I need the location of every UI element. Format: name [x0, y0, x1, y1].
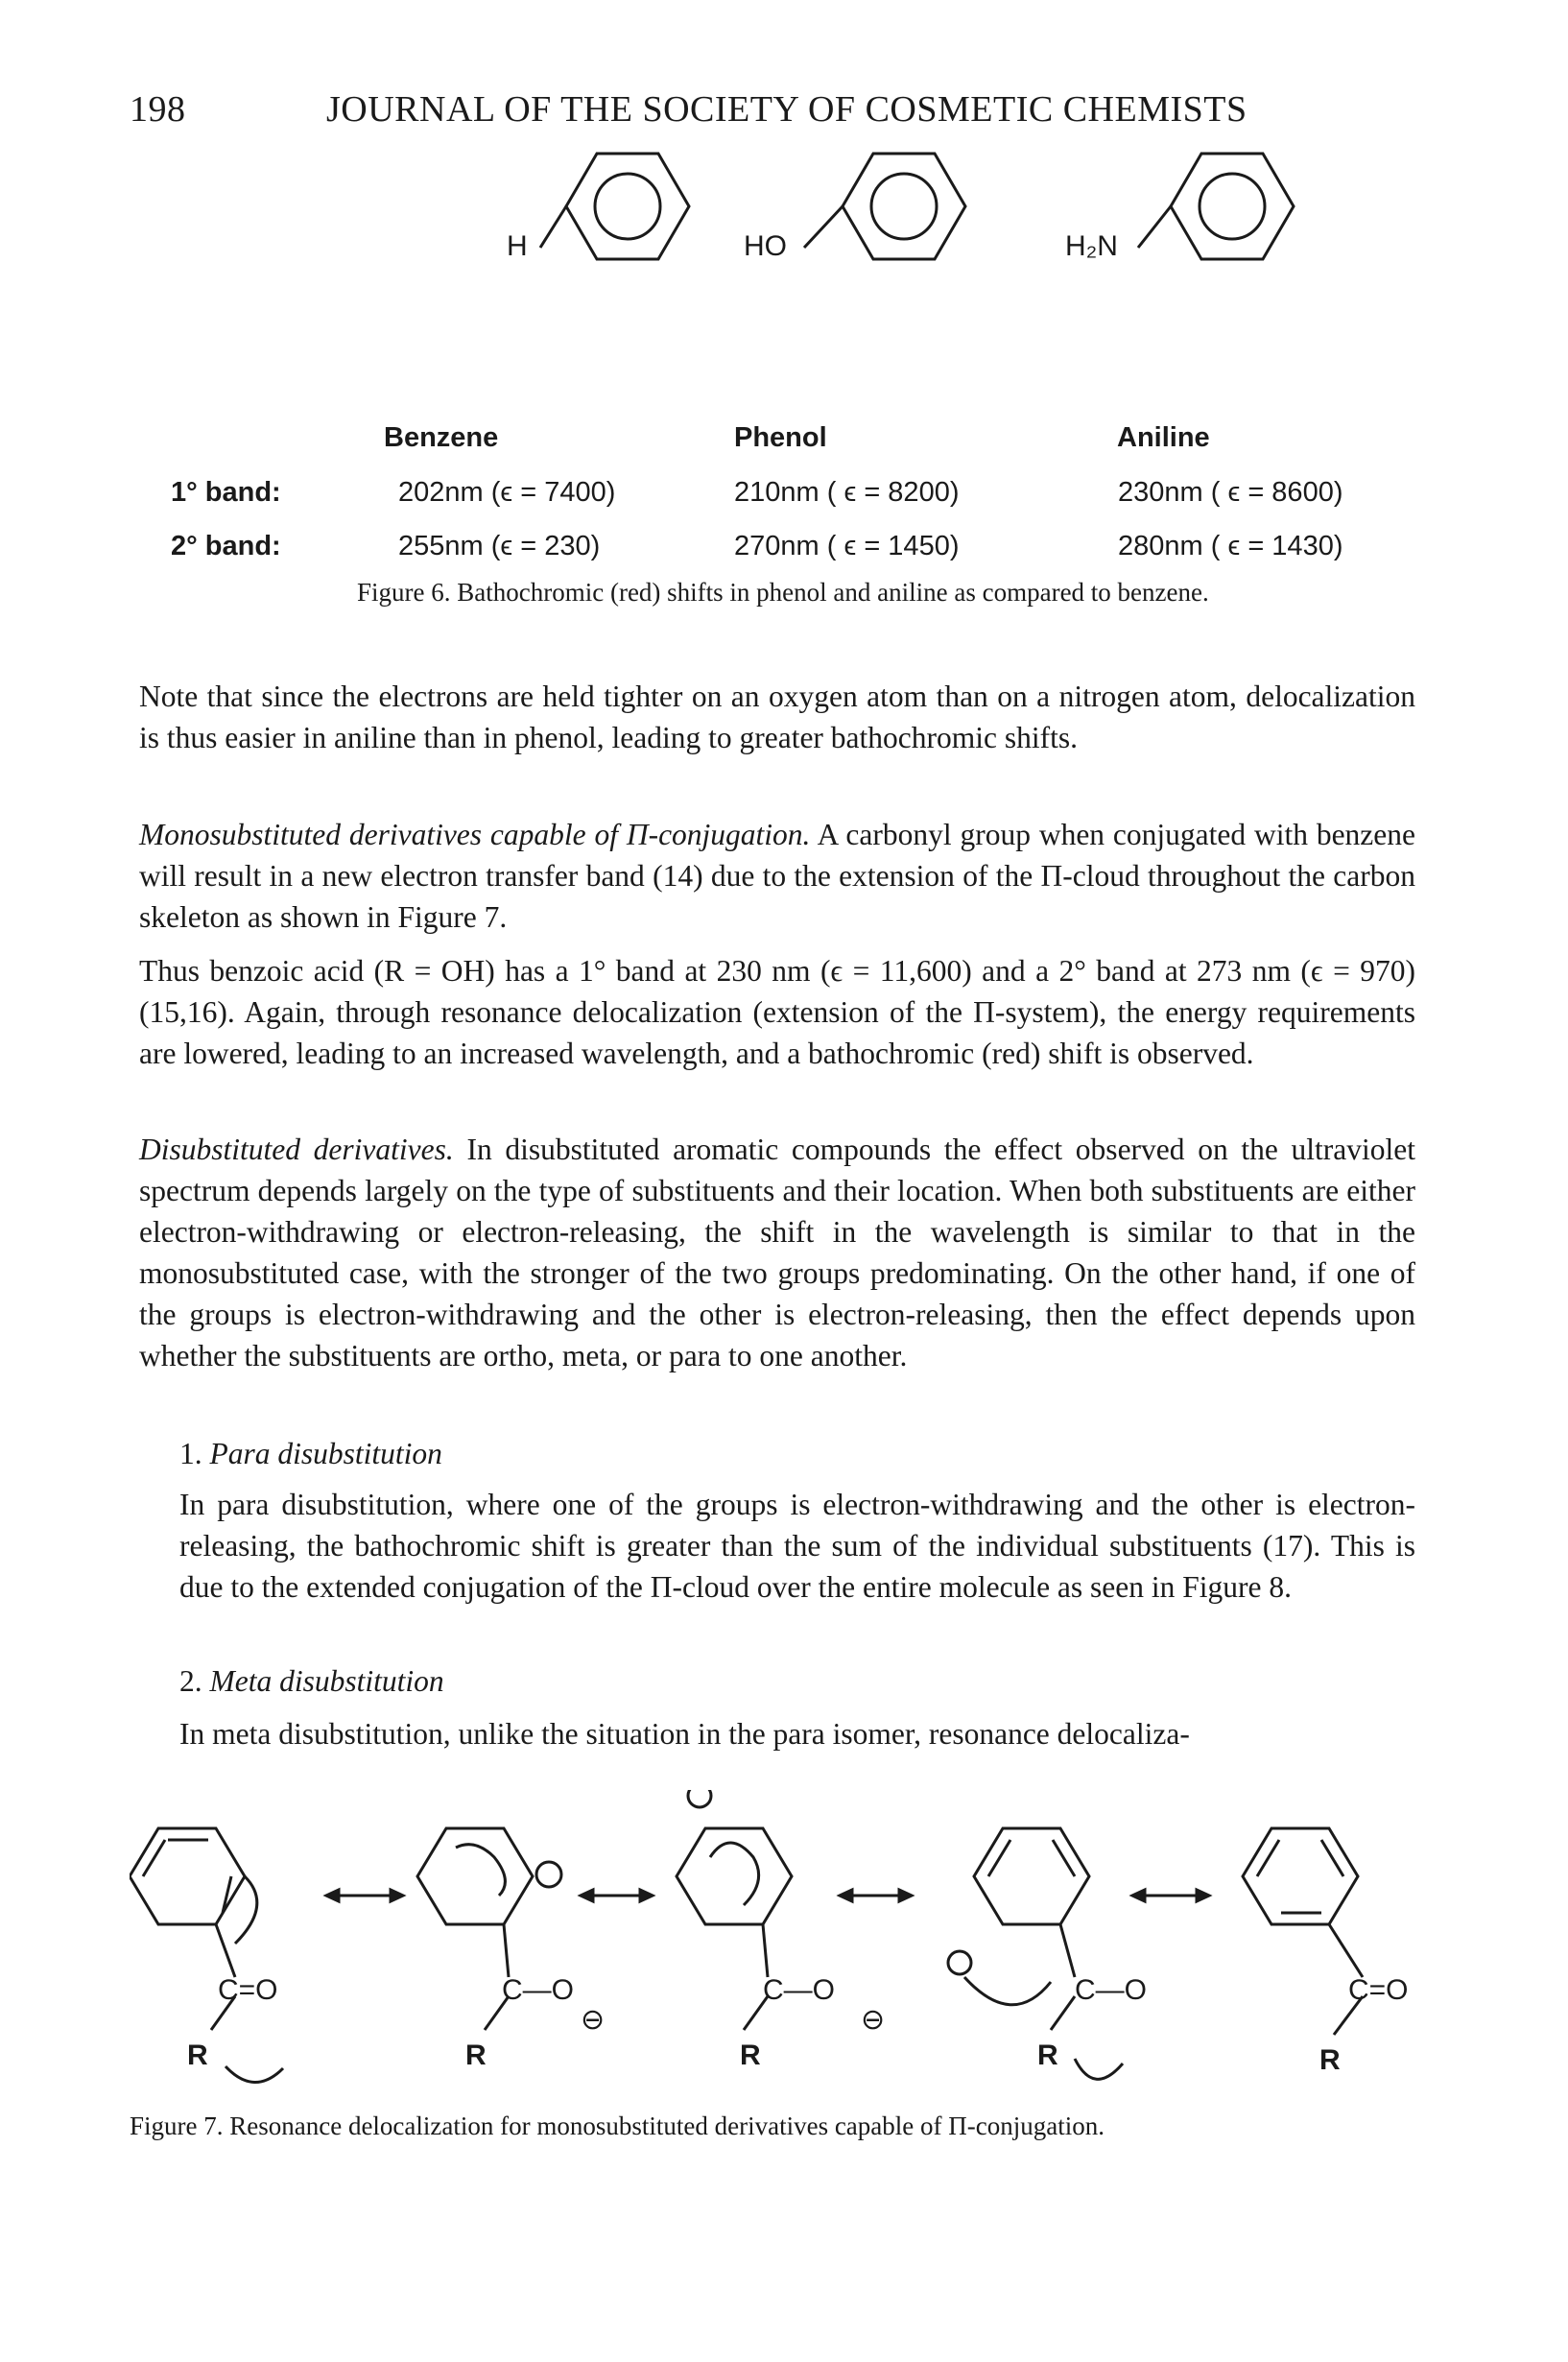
figure7-drawing: [130, 1790, 1463, 2107]
aromatic-circle-2: [871, 174, 937, 239]
benzene-ring-2: [843, 154, 965, 259]
section-1-number: 1.: [179, 1437, 202, 1470]
bond-3: [1138, 206, 1171, 248]
figure7-caption-label: Figure 7.: [130, 2111, 224, 2140]
section-2-title: Meta disubstitution: [209, 1664, 444, 1698]
bond-2: [804, 206, 843, 248]
band2-phenol: 270nm ( ϵ = 1450): [734, 531, 960, 561]
ring-1: [130, 1828, 245, 1924]
journal-title: JOURNAL OF THE SOCIETY OF COSMETIC CHEMISTS: [326, 89, 1247, 130]
figure7-caption: [130, 2111, 1105, 2141]
r-label-2: R: [465, 2040, 487, 2071]
substituent-h2n: H₂N: [1065, 230, 1118, 262]
charge-2: ⊖: [581, 2004, 606, 2036]
group-label-3: C—O: [763, 1974, 835, 2006]
benzene-ring-1: [566, 154, 689, 259]
band1-benzene: 202nm (ϵ = 7400): [398, 477, 616, 508]
curved-arrow-4: [710, 1843, 759, 1905]
paragraph-6: In meta disubstitution, unlike the situation in the para isomer, resonance delocaliza-: [179, 1717, 1190, 1751]
group-label-5: C=O: [1348, 1974, 1409, 2006]
figure6-caption: [357, 578, 1209, 608]
charge-3: ⊖: [861, 2004, 886, 2036]
page-number: 198: [130, 89, 186, 130]
paragraph-4-heading: Disubstituted derivatives.: [139, 1133, 454, 1166]
figure6-caption-text: Bathochromic (red) shifts in phenol and aniline as compared to benzene.: [457, 578, 1209, 607]
r-label-3: R: [740, 2040, 761, 2071]
figure6-structures: [0, 0, 1568, 384]
section-2-heading: [179, 1660, 1043, 1702]
paragraph-4: [139, 1129, 1415, 1376]
r-label-5: R: [1319, 2044, 1341, 2076]
figure7-resonance: [130, 1790, 1463, 2107]
section-1-title: Para disubstitution: [209, 1437, 442, 1470]
compound-phenol: Phenol: [734, 422, 827, 453]
paragraph-2-heading: Monosubstituted derivatives capable of Π-conjugation.: [139, 818, 811, 851]
bond-1: [540, 206, 566, 248]
section-2-number: 2.: [179, 1664, 202, 1698]
substituent-h: H: [507, 230, 528, 262]
r-label-1: R: [187, 2040, 208, 2071]
aromatic-circle-3: [1200, 174, 1265, 239]
band2-aniline: 280nm ( ϵ = 1430): [1118, 531, 1343, 561]
section-1-heading: [179, 1433, 1043, 1474]
figure7-caption-text: Resonance delocalization for monosubstituted derivatives capable of Π-conjugation.: [229, 2111, 1105, 2140]
band2-benzene: 255nm (ϵ = 230): [398, 531, 601, 561]
group-label-4: C—O: [1075, 1974, 1147, 2006]
paragraph-2-text: A carbonyl group when conjugated with benzene will result in a new electron transfer band (14) due to the extension of the Π-cloud throughout the carbon skeleton as shown in Figure 7.: [139, 818, 1416, 934]
ring-4: [974, 1828, 1089, 1924]
paragraph-5: In para disubstitution, where one of the groups is electron-withdrawing and the other is electron-releasing, the bathochromic shift is greater than the sum of the individual substituents (17). This is due to the extended conjugation of the Π-cloud over the entire molecule as seen in Figure 8.: [179, 1488, 1415, 1604]
group-label-1: C=O: [218, 1974, 278, 2006]
aromatic-circle-1: [595, 174, 660, 239]
benzene-ring-3: [1171, 154, 1294, 259]
compound-benzene: Benzene: [384, 422, 499, 453]
paragraph-2: [139, 814, 1415, 938]
paragraph-3: Thus benzoic acid (R = OH) has a 1° band at 230 nm (ϵ = 11,600) and a 2° band at 273 nm (ϵ = 970) (15,16). Again, through resonance delocalization (extension of the Π-system), the energy requirements are lowered, leading to an increased wavelength, and a bathochromic (red) shift is observed.: [139, 954, 1415, 1070]
substituent-ho: HO: [744, 230, 787, 262]
band1-phenol: 210nm ( ϵ = 8200): [734, 477, 960, 508]
paragraph-1: Note that since the electrons are held tighter on an oxygen atom than on a nitrogen atom, delocalization is thus easier in aniline than in phenol, leading to greater bathochromic shifts.: [139, 680, 1415, 754]
r-label-4: R: [1037, 2040, 1058, 2071]
ring-5: [1243, 1828, 1358, 1924]
curved-arrow-2: [226, 2066, 283, 2083]
curved-arrow-5: [964, 1977, 1051, 2005]
group-label-2: C—O: [502, 1974, 574, 2006]
curved-arrow-6: [1075, 2059, 1123, 2079]
benzene-rings: [0, 0, 1568, 384]
row-label-2: 2° band:: [171, 531, 281, 561]
figure6-caption-label: Figure 6.: [357, 578, 451, 607]
band1-aniline: 230nm ( ϵ = 8600): [1118, 477, 1343, 508]
row-label-1: 1° band:: [171, 477, 281, 508]
paragraph-4-text: In disubstituted aromatic compounds the effect observed on the ultraviolet spectrum depends largely on the type of substituents and their location. When both substituents are either electron-withdrawing or electron-releasing, the shift in the wavelength is similar to that in the monosubstituted case, with the stronger of the two groups predominating. On the other hand, if one of the groups is electron-withdrawing and the other is electron-releasing, then the effect depends upon whether the substituents are ortho, meta, or para to one another.: [139, 1133, 1416, 1372]
curved-arrow-3: [456, 1845, 505, 1896]
compound-aniline: Aniline: [1117, 422, 1210, 453]
ring-2: [417, 1828, 533, 1924]
